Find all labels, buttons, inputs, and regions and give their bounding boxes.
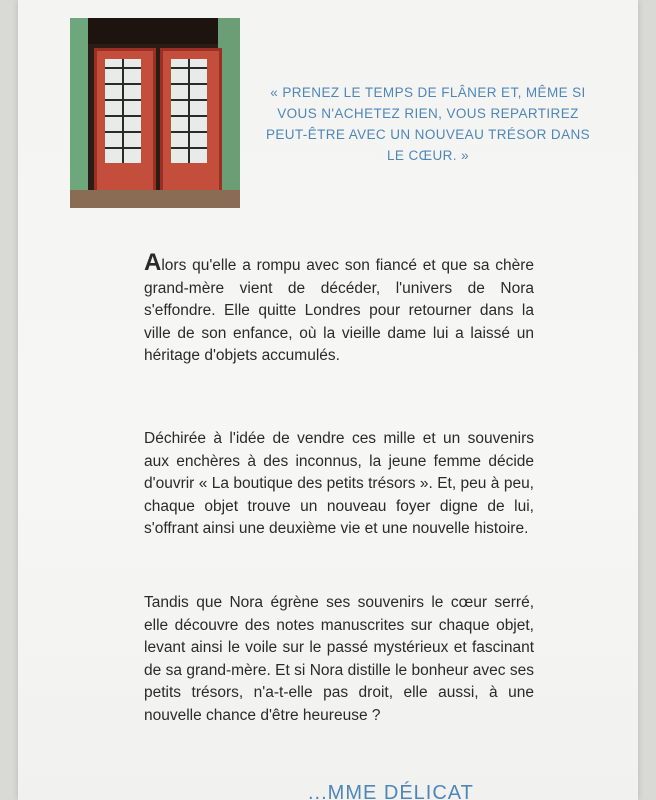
synopsis-paragraph-3: Tandis que Nora égrène ses souvenirs le cœur serré, elle découvre des notes manuscrites sur chaque objet, levant ainsi le voile sur le passé mystérieux et fascinant de sa grand-mère. Et si Nora distille le bonheur avec ses petits trésors, n'a-t-elle pas droit, elle aussi, à une nouvelle chance d'être heureuse ?	[144, 594, 534, 724]
synopsis-paragraph-2: Déchirée à l'idée de vendre ces mille et un souvenirs aux enchères à des inconnus, la jeune femme décide d'ouvrir « La boutique des petits trésors ». Et, peu à peu, chaque objet trouve un nouveau foyer digne de lui, s'offrant ainsi une deuxième vie et une nouvelle histoire.	[144, 430, 534, 537]
door-right	[160, 48, 222, 196]
author-name-fragment: ...MME DÉLICAT	[308, 782, 474, 800]
paragraph-1-text: lors qu'elle a rompu avec son fiancé et que sa chère grand-mère vient de décéder, l'univers de Nora s'effondre. Elle quitte Londres pour retourner dans la ville de son enfance, où la vieille dame lui a laissé un héritage d'objets accumulés.	[144, 257, 534, 364]
shop-door-photo	[70, 18, 240, 208]
door-left	[94, 48, 156, 196]
drop-cap: A	[144, 249, 162, 276]
synopsis-paragraph-1	[144, 249, 534, 368]
pull-quote: « PRENEZ LE TEMPS DE FLÂNER ET, MÊME SI VOUS N'ACHETEZ RIEN, VOUS REPARTIREZ PEUT-ÊTRE AVEC UN NOUVEAU TRÉSOR DANS LE CŒUR. »	[265, 85, 591, 163]
book-back-cover	[18, 0, 638, 800]
